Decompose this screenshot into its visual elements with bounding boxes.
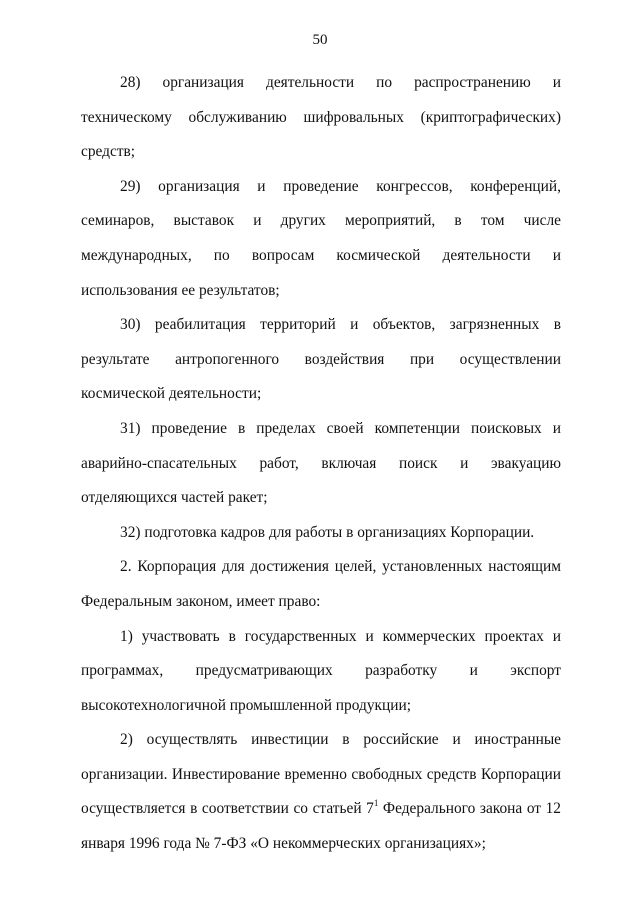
paragraph-right-2-tail: Федерального закона от 12 января 1996 года № 7-ФЗ «О некоммерческих организациях»; bbox=[81, 800, 562, 853]
paragraph-item-30: 30) реабилитация территорий и объектов, загрязненных в результате антропогенного воздействия при осуществлении космической деятельности; bbox=[81, 316, 561, 403]
page-number: 50 bbox=[312, 32, 328, 48]
document-body bbox=[81, 66, 561, 862]
paragraph-right-2-text: 2) осуществлять инвестиции в российские и иностранные организации. Инвестирование временно свободных средств Корпорации осуществляется в соответствии со статьей 7 bbox=[81, 731, 561, 818]
superscript-marker: 1 bbox=[373, 798, 379, 809]
paragraph-item-32: 32) подготовка кадров для работы в организациях Корпорации. bbox=[120, 523, 535, 541]
paragraph-section-2: 2. Корпорация для достижения целей, установленных настоящим Федеральным законом, имеет право: bbox=[81, 558, 561, 610]
paragraph-right-2 bbox=[81, 723, 561, 861]
paragraph-item-28: 28) организация деятельности по распространению и техническому обслуживанию шифровальных (криптографических) средств; bbox=[81, 74, 561, 161]
paragraph-item-31: 31) проведение в пределах своей компетенции поисковых и аварийно-спасательных работ, включая поиск и эвакуацию отделяющихся частей ракет; bbox=[81, 419, 561, 507]
paragraph-right-1: 1) участвовать в государственных и коммерческих проектах и программах, предусматривающих разработку и экспорт высокотехнологичной промышленной продукции; bbox=[81, 627, 561, 714]
paragraph-item-29: 29) организация и проведение конгрессов, конференций, семинаров, выставок и других мероприятий, в том числе международных, по вопросам космической деятельности и использования ее результатов; bbox=[81, 177, 561, 299]
